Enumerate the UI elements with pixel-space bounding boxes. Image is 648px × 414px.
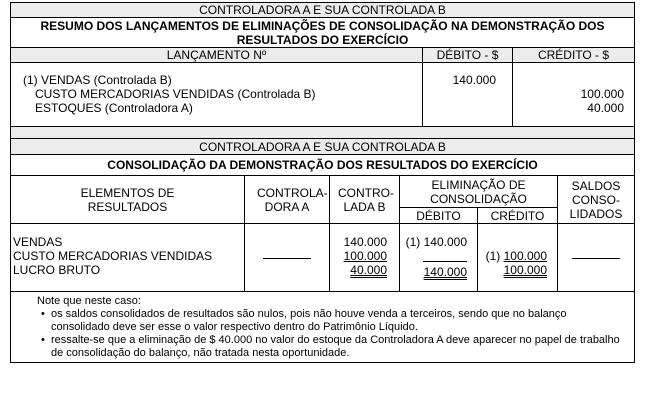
debito-value: 140.000 xyxy=(423,265,467,279)
col-lancamento: LANÇAMENTO Nº xyxy=(11,48,423,63)
note-list xyxy=(37,308,628,360)
saldos-values xyxy=(558,224,635,292)
elimination-summary-table xyxy=(10,2,635,139)
note-box xyxy=(11,292,635,363)
blank-line xyxy=(263,246,311,259)
credito-value: 100.000 xyxy=(503,263,547,277)
t1-credito-value: 100.000 xyxy=(580,87,624,101)
credito-prefix: (1) xyxy=(485,249,501,263)
t2-title: CONSOLIDAÇÃO DA DEMONSTRAÇÃO DOS RESULTADOS DO EXERCÍCIO xyxy=(11,155,635,176)
col-credito: CRÉDITO - $ xyxy=(513,48,635,63)
t1-title: RESUMO DOS LANÇAMENTOS DE ELIMINAÇÕES DE CONSOLIDAÇÃO NA DEMONSTRAÇÃO DOS RESULTADOS DO EXERCÍCIO xyxy=(11,18,635,48)
note-intro: Note que neste caso: xyxy=(37,295,141,307)
h-controladora: CONTROLA- DORA A xyxy=(245,176,330,224)
document xyxy=(10,2,634,363)
h-controlada: CONTRO- LADA B xyxy=(330,176,400,224)
t1-row-label: ESTOQUES (Controladora A) xyxy=(35,101,193,115)
note-item: • os saldos consolidados de resultados são nulos, pois não houve venda a terceiros, sendo que no balanço consolidado deve ser esse o valor respectivo dentro do Patrimônio Líquido. xyxy=(51,308,628,334)
spacer-row xyxy=(11,127,635,139)
t2-labels xyxy=(11,224,245,292)
credito-values xyxy=(478,224,558,292)
debito-value: (1) 140.000 xyxy=(405,235,467,249)
h-elementos: ELEMENTOS DE RESULTADOS xyxy=(11,176,245,224)
t1-heading: CONTROLADORA A E SUA CONTROLADA B xyxy=(11,3,635,18)
t2-heading: CONTROLADORA A E SUA CONTROLADA B xyxy=(11,139,635,155)
note-item: • ressalte-se que a eliminação de $ 40.000 no valor do estoque da Controladora A deve aparecer no papel de trabalho de consolidação do balanço, não tratada nesta oportunidade. xyxy=(51,334,628,360)
blank-line xyxy=(423,249,467,262)
controladora-values xyxy=(245,224,330,292)
h-debito: DÉBITO xyxy=(400,208,478,224)
controlada-value: 100.000 xyxy=(343,249,387,263)
t2-row-label: CUSTO MERCADORIAS VENDIDAS xyxy=(13,249,213,263)
t1-debito-values xyxy=(423,63,513,127)
debito-values xyxy=(400,224,478,292)
t1-labels xyxy=(11,63,423,127)
blank-line xyxy=(572,246,620,259)
controlada-value: 140.000 xyxy=(343,235,387,249)
t1-credito-values xyxy=(513,63,635,127)
t2-row-label: LUCRO BRUTO xyxy=(13,263,101,277)
col-debito: DÉBITO - $ xyxy=(423,48,513,63)
t1-row-label: CUSTO MERCADORIAS VENDIDAS (Controlada B) xyxy=(35,87,316,101)
t2-row-label: VENDAS xyxy=(13,235,63,249)
t1-credito-value: 40.000 xyxy=(587,101,624,115)
h-eliminacao: ELIMINAÇÃO DE CONSOLIDAÇÃO xyxy=(400,176,558,208)
credito-value: 100.000 xyxy=(503,249,547,263)
h-saldos: SALDOS CONSO- LIDADOS xyxy=(558,176,635,224)
controlada-values xyxy=(330,224,400,292)
controlada-value: 40.000 xyxy=(350,263,387,277)
consolidation-table xyxy=(10,138,635,363)
h-credito: CRÉDITO xyxy=(478,208,558,224)
t1-row-label: (1) VENDAS (Controlada B) xyxy=(23,73,172,87)
t1-debito-value: 140.000 xyxy=(452,73,496,87)
